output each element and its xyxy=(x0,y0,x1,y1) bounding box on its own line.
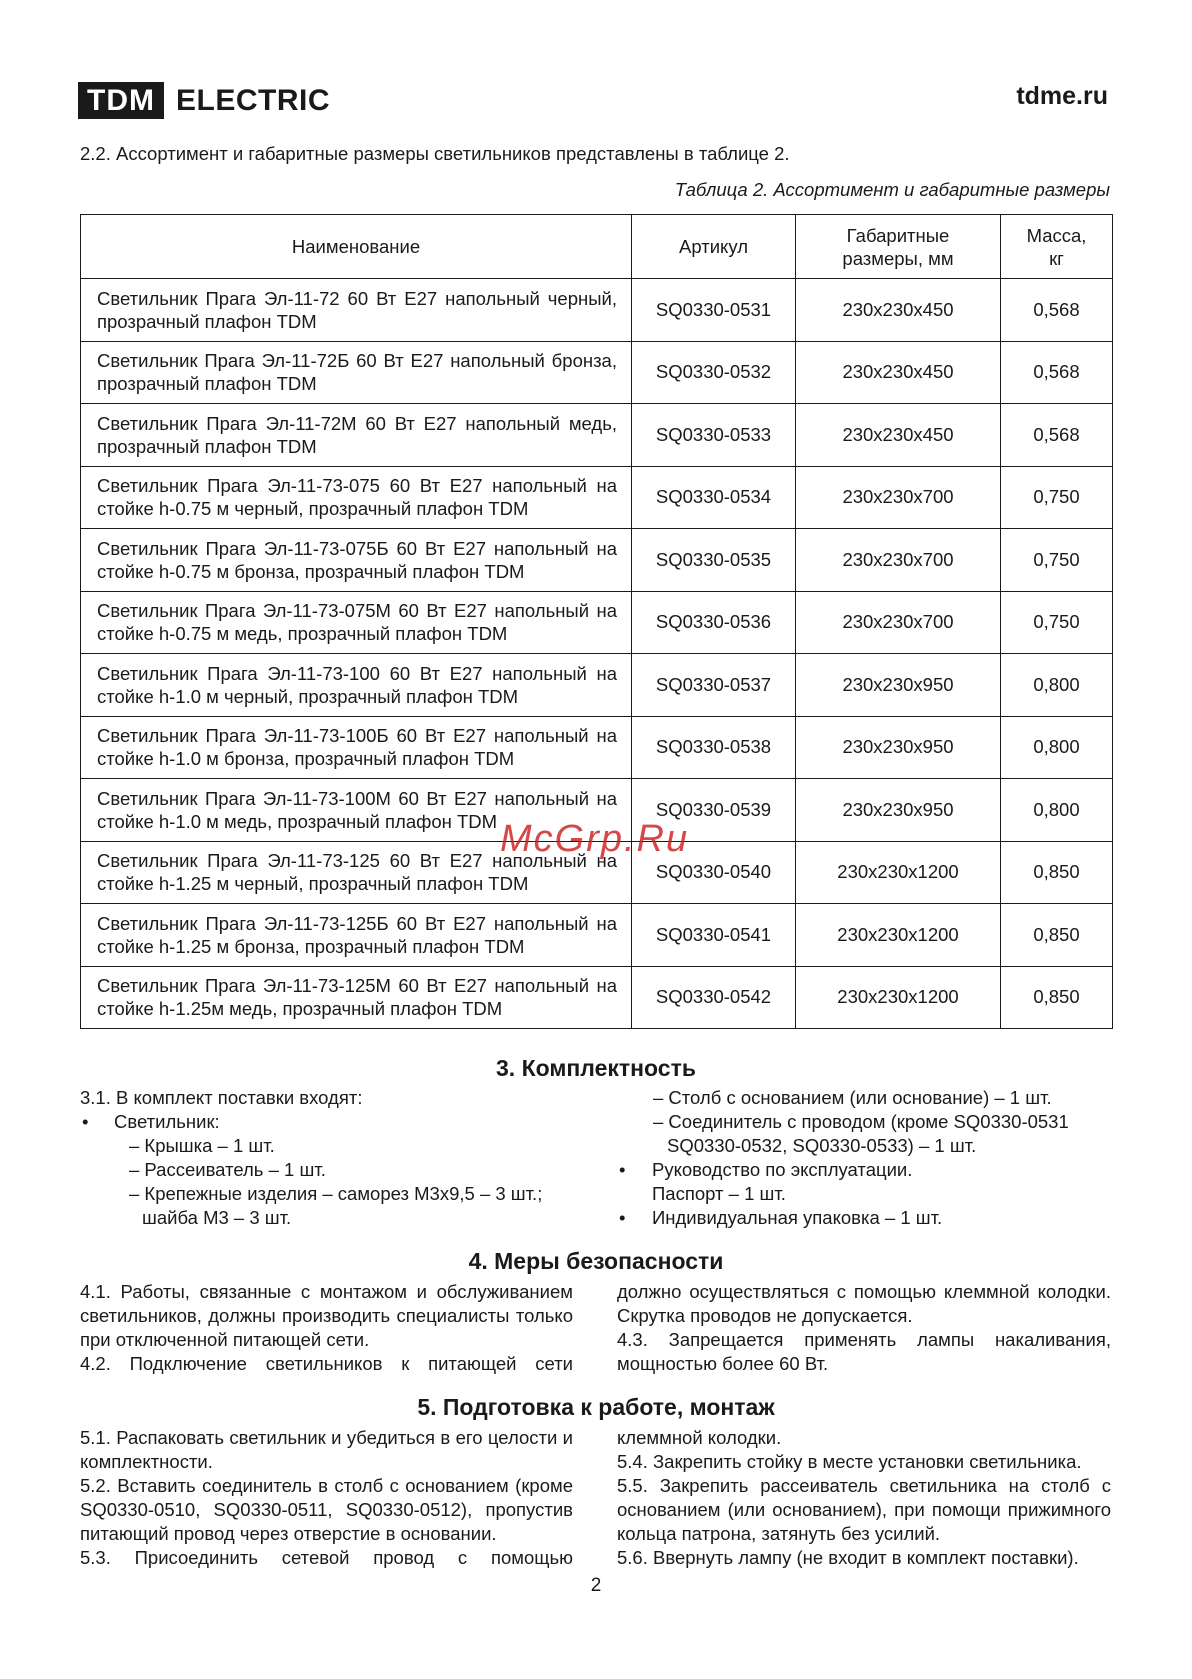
cell-article: SQ0330-0531 xyxy=(632,279,796,342)
column-header-size: Габаритные размеры, мм xyxy=(796,215,1001,279)
cell-article: SQ0330-0538 xyxy=(632,716,796,779)
table-row xyxy=(81,466,1113,529)
cell-mass: 0,850 xyxy=(1001,966,1113,1029)
paragraph-5-3: 5.3. Присоединить сетевой провод с помощью xyxy=(80,1547,573,1568)
dash-item-washer: шайба М3 – 3 шт. xyxy=(142,1207,292,1228)
paragraph-3-1: 3.1. В комплект поставки входят: xyxy=(80,1087,363,1108)
dash-item-cover: – Крышка – 1 шт. xyxy=(129,1135,275,1156)
section-4-right-column xyxy=(617,1280,1111,1376)
column-header-name: Наименование xyxy=(81,215,632,279)
paragraph-5-3-cont: клеммной колодки. xyxy=(617,1427,782,1448)
cell-size: 230x230x700 xyxy=(796,466,1001,529)
cell-name: Светильник Прага Эл-11-73-125М 60 Вт Е27 напольный на стойке h-1.25м медь, прозрачный плафон TDM xyxy=(81,966,632,1029)
cell-name: Светильник Прага Эл-11-73-075М 60 Вт Е27 напольный на стойке h-0.75 м медь, прозрачный плафон TDM xyxy=(81,591,632,654)
cell-mass: 0,800 xyxy=(1001,716,1113,779)
cell-article: SQ0330-0535 xyxy=(632,529,796,592)
table-row xyxy=(81,716,1113,779)
column-header-mass: Масса, кг xyxy=(1001,215,1113,279)
brand-logo-box: TDM xyxy=(78,82,164,119)
cell-article: SQ0330-0533 xyxy=(632,404,796,467)
cell-article: SQ0330-0539 xyxy=(632,779,796,842)
table-row xyxy=(81,279,1113,342)
cell-mass: 0,750 xyxy=(1001,466,1113,529)
cell-size: 230x230x950 xyxy=(796,779,1001,842)
cell-article: SQ0330-0536 xyxy=(632,591,796,654)
dash-item-diffuser: – Рассеиватель – 1 шт. xyxy=(129,1159,326,1180)
dash-item-connector-cont: SQ0330-0532, SQ0330-0533) – 1 шт. xyxy=(667,1135,977,1156)
brand-logo xyxy=(78,82,330,119)
dash-item-connector: – Соединитель с проводом (кроме SQ0330-0531 xyxy=(653,1111,1069,1132)
paragraph-5-5: 5.5. Закрепить рассеиватель светильника на столб с основанием (или основанием), при помощи прижимного кольца патрона, затянуть без усилий. xyxy=(617,1475,1111,1544)
cell-article: SQ0330-0534 xyxy=(632,466,796,529)
cell-size: 230x230x950 xyxy=(796,654,1001,717)
cell-mass: 0,850 xyxy=(1001,904,1113,967)
bullet-manual: • Руководство по эксплуатации. xyxy=(617,1158,1117,1182)
table-row xyxy=(81,529,1113,592)
table-row xyxy=(81,404,1113,467)
cell-article: SQ0330-0542 xyxy=(632,966,796,1029)
cell-size: 230x230x700 xyxy=(796,591,1001,654)
cell-name: Светильник Прага Эл-11-73-100 60 Вт Е27 напольный на стойке h-1.0 м черный, прозрачный плафон TDM xyxy=(81,654,632,717)
cell-mass: 0,568 xyxy=(1001,404,1113,467)
site-url[interactable]: tdme.ru xyxy=(1016,82,1108,110)
watermark: McGrp.Ru xyxy=(500,818,690,860)
paragraph-5-1: 5.1. Распаковать светильник и убедиться в его целости и комплектности. xyxy=(80,1427,573,1472)
brand-logo-word: ELECTRIC xyxy=(175,83,330,117)
bullet-packaging: • Индивидуальная упаковка – 1 шт. xyxy=(617,1206,1117,1230)
assortment-table xyxy=(80,214,1113,1029)
section-5-title: 5. Подготовка к работе, монтаж xyxy=(417,1394,775,1420)
intro-text: 2.2. Ассортимент и габаритные размеры светильников представлены в таблице 2. xyxy=(80,143,790,164)
paragraph-4-3: 4.3. Запрещается применять лампы накаливания, мощностью более 60 Вт. xyxy=(617,1329,1111,1374)
section-3-left-column xyxy=(80,1086,580,1230)
section-4-title: 4. Меры безопасности xyxy=(468,1248,724,1274)
dash-item-fasteners: – Крепежные изделия – саморез М3x9,5 – 3 шт.; xyxy=(129,1183,543,1204)
cell-article: SQ0330-0541 xyxy=(632,904,796,967)
cell-mass: 0,568 xyxy=(1001,279,1113,342)
cell-size: 230x230x1200 xyxy=(796,966,1001,1029)
cell-mass: 0,800 xyxy=(1001,654,1113,717)
section-5-right-column xyxy=(617,1426,1111,1570)
section-5-left-column xyxy=(80,1426,573,1570)
column-header-article: Артикул xyxy=(632,215,796,279)
dash-item-pillar: – Столб с основанием (или основание) – 1 шт. xyxy=(653,1087,1052,1108)
section-3-title: 3. Комплектность xyxy=(496,1055,696,1081)
cell-size: 230x230x1200 xyxy=(796,841,1001,904)
cell-mass: 0,750 xyxy=(1001,529,1113,592)
cell-name: Светильник Прага Эл-11-73-100М 60 Вт Е27 напольный на стойке h-1.0 м медь, прозрачный плафон TDM xyxy=(81,779,632,842)
cell-mass: 0,850 xyxy=(1001,841,1113,904)
table-caption: Таблица 2. Ассортимент и габаритные размеры xyxy=(674,179,1110,200)
cell-mass: 0,750 xyxy=(1001,591,1113,654)
table-row xyxy=(81,591,1113,654)
cell-name: Светильник Прага Эл-11-73-075Б 60 Вт Е27 напольный на стойке h-0.75 м бронза, прозрачный плафон TDM xyxy=(81,529,632,592)
cell-name: Светильник Прага Эл-11-73-100Б 60 Вт Е27 напольный на стойке h-1.0 м бронза, прозрачный плафон TDM xyxy=(81,716,632,779)
paragraph-4-1: 4.1. Работы, связанные с монтажом и обслуживанием светильников, должны производить специалисты только при отключенной питающей сети. xyxy=(80,1281,573,1350)
table-row xyxy=(81,966,1113,1029)
cell-size: 230x230x1200 xyxy=(796,904,1001,967)
cell-name: Светильник Прага Эл-11-72Б 60 Вт Е27 напольный бронза, прозрачный плафон TDM xyxy=(81,341,632,404)
cell-size: 230x230x450 xyxy=(796,279,1001,342)
section-3-right-column xyxy=(617,1086,1117,1230)
table-row xyxy=(81,904,1113,967)
section-4-left-column xyxy=(80,1280,573,1376)
cell-name: Светильник Прага Эл-11-73-125Б 60 Вт Е27 напольный на стойке h-1.25 м бронза, прозрачный плафон TDM xyxy=(81,904,632,967)
paragraph-4-2: 4.2. Подключение светильников к питающей сети xyxy=(80,1353,573,1374)
cell-size: 230x230x450 xyxy=(796,341,1001,404)
cell-name: Светильник Прага Эл-11-73-125 60 Вт Е27 напольный на стойке h-1.25 м черный, прозрачный плафон TDM xyxy=(81,841,632,904)
cell-article: SQ0330-0537 xyxy=(632,654,796,717)
page-number: 2 xyxy=(590,1575,602,1596)
cell-name: Светильник Прага Эл-11-72М 60 Вт Е27 напольный медь, прозрачный плафон TDM xyxy=(81,404,632,467)
bullet-lamp: • Светильник: xyxy=(80,1110,580,1134)
paragraph-5-6: 5.6. Ввернуть лампу (не входит в комплект поставки). xyxy=(617,1547,1079,1568)
cell-article: SQ0330-0532 xyxy=(632,341,796,404)
cell-mass: 0,800 xyxy=(1001,779,1113,842)
table-row xyxy=(81,341,1113,404)
cell-name: Светильник Прага Эл-11-73-075 60 Вт Е27 напольный на стойке h-0.75 м черный, прозрачный плафон TDM xyxy=(81,466,632,529)
cell-name: Светильник Прага Эл-11-72 60 Вт Е27 напольный черный, прозрачный плафон TDM xyxy=(81,279,632,342)
table-row xyxy=(81,654,1113,717)
paragraph-5-2: 5.2. Вставить соединитель в столб с основанием (кроме SQ0330-0510, SQ0330-0511, SQ0330-0512), пропустив питающий провод через отверстие в основании. xyxy=(80,1475,573,1544)
paragraph-4-2-cont: должно осуществляться с помощью клеммной колодки. Скрутка проводов не допускается. xyxy=(617,1281,1111,1326)
bullet-manual-passport: Паспорт – 1 шт. xyxy=(652,1183,786,1204)
paragraph-5-4: 5.4. Закрепить стойку в месте установки светильника. xyxy=(617,1451,1082,1472)
cell-mass: 0,568 xyxy=(1001,341,1113,404)
cell-size: 230x230x450 xyxy=(796,404,1001,467)
cell-size: 230x230x700 xyxy=(796,529,1001,592)
cell-size: 230x230x950 xyxy=(796,716,1001,779)
table-header-row xyxy=(81,215,1113,279)
cell-article: SQ0330-0540 xyxy=(632,841,796,904)
